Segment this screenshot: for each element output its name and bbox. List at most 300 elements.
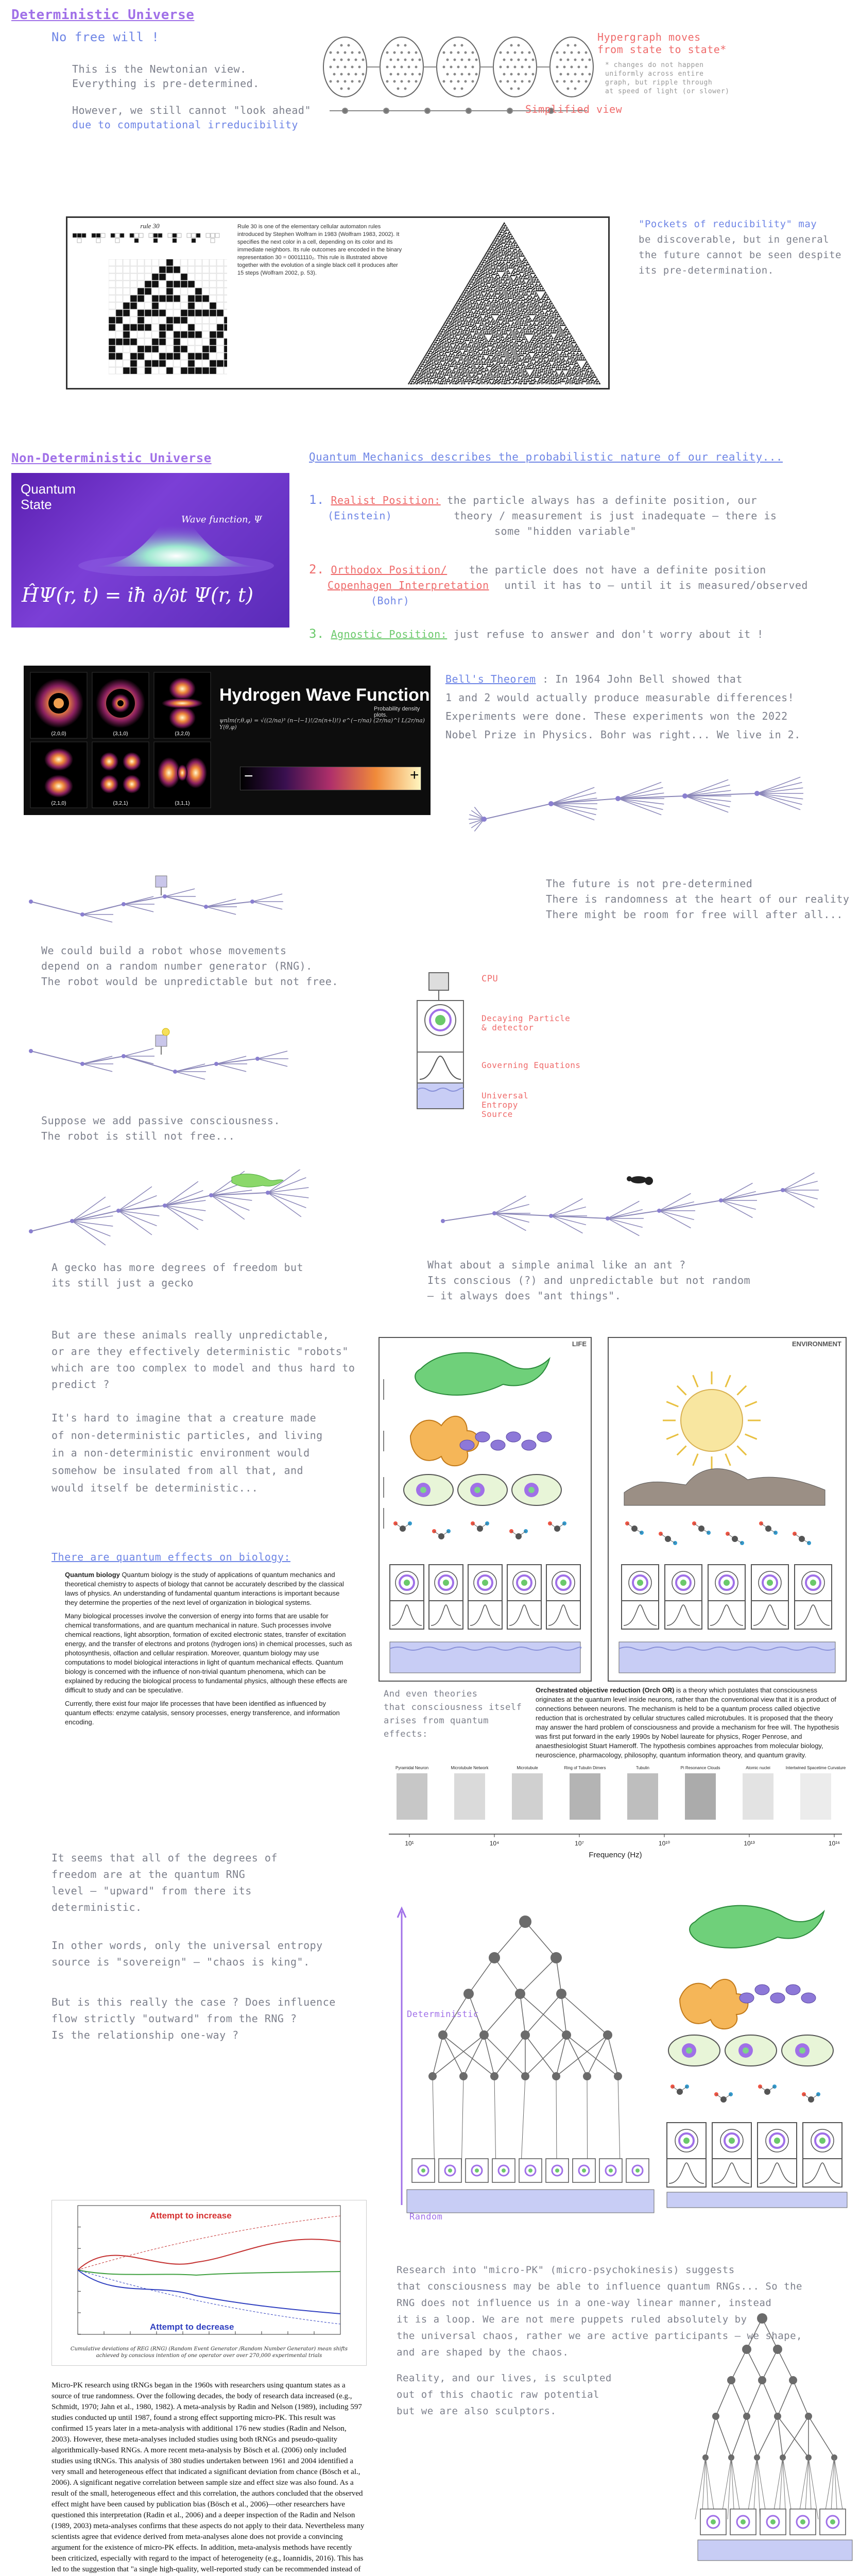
branch-line [659,1211,691,1228]
tree-edge [587,2035,608,2076]
path-node [250,900,254,904]
sun-ray [693,1454,698,1466]
agnostic-position: 3. Agnostic Position: just refuse to answer and don't worry about it ! [309,626,764,641]
chart-title-decrease: Attempt to decrease [150,2322,234,2332]
path-node [255,1057,260,1061]
timeline-segment [484,804,551,819]
path-node [163,1204,167,1208]
tree-node [805,2413,812,2420]
branch-line [551,1216,582,1233]
path-node [80,912,84,917]
sculpted-tree [690,2303,855,2571]
tree-edge [469,1958,494,1994]
protein-chain [739,1993,754,2003]
cpu-entropy-diagram [415,969,476,1118]
branch-line [685,796,730,807]
tree-edge [608,2035,618,2076]
branch-line [494,1196,526,1213]
hydrogen-wave-function-image [24,666,431,815]
branch-line [165,896,195,904]
branch-line [757,793,802,804]
tree-edge [484,1994,520,2035]
consciousness-text: Suppose we add passive consciousness. The robot is still not free... [41,1114,281,1142]
sun-ray [737,1386,746,1395]
tree-edge [494,2035,525,2076]
tree-root [587,2076,588,2169]
deterministic-label: Deterministic [407,2009,479,2020]
branch-line [82,1064,112,1072]
colorbar-minus: − [244,768,253,785]
quantum-biology-excerpt: Quantum biology Quantum biology is the study of applications of quantum mechanics and theoretical chemistry to aspects of biology that cannot be accurately described by the classical laws of physics. An understanding of fundamental quantum interactions is important because they determine the properties of the next level of organization in biological systems. Many biological processes involve the conversion of energy into forms that are usable for chemical transformations, and are quantum mechanical in nature. Such processes involve chemical reactions, light absorption, formation of excited electronic states, transfer of excitation energy, and the transfer of electrons and protons (hydrogen ions) in chemical processes, such as photosynthesis, olfaction and cellular respiration. Moreover, quantum biology may use computations to model biological interactions in light of quantum mechanical effects. Quantum biology is concerned with the influence of non-trivial quantum phenomena, which can be explained by reducing the biological process to fundamental physics, although these effects are difficult to study and can be speculative. Currently, there exist four major life processes that have been identified as influenced by quantum effects: enzyme catalysis, sensory processes, energy transference, and information encoding. [65,1571,352,1726]
entropy-source [390,1642,580,1673]
path-segment [443,1213,494,1221]
branch-line [82,907,112,914]
sun-ray [745,1434,757,1439]
hydrogen-subtitle: Probability density plots. [374,706,420,718]
branch-line [618,799,663,809]
freq-item-image [685,1773,716,1820]
chart-caption: Cumulative deviations of REG (RNG) (Random Event Generator /Random Number Generator) mean shifts achieved by conscious intention of one operator over over 270,000 experimental trials [70,2346,348,2359]
protein-chain [770,1993,785,2003]
environment-panel [608,1337,847,1682]
tree-node [515,1989,525,1999]
branch-line [175,1064,205,1072]
orthodox-position: 2. Orthodox Position/ the particle does not have a definite position Copenhagen Interpretation until it has to — until it is measured/observed (Bohr) [309,562,808,607]
branch-line [124,904,153,912]
title-deterministic: Deterministic Universe [11,7,195,23]
freq-item-image [512,1773,543,1820]
tree-node [773,2345,782,2354]
freq-item-label: Microtubule Network [451,1766,489,1770]
path-segment [206,902,252,907]
path-node [549,1214,553,1218]
title-non-deterministic: Non-Deterministic Universe [11,451,212,465]
quantum-state-label: Quantum State [21,481,76,512]
freq-tick-label: 10¹⁰ [658,1840,670,1847]
tree-node [438,2030,448,2040]
orbital-label: (3,2,1) [113,801,128,806]
path-node [209,1193,213,1197]
path-node [163,894,167,899]
tree-edge [556,2035,566,2076]
tree-edge [762,2349,778,2380]
path-segment [124,896,165,904]
tree-edge [494,1958,520,1994]
branch-line [257,1059,287,1066]
sun-ray [726,1454,731,1466]
subtitle-no-free-will: No free will ! [51,30,160,44]
branch-line [783,1181,818,1190]
branch-line [124,1048,153,1056]
freq-tick-label: 10⁴ [489,1840,500,1847]
protein-chain [475,1432,490,1442]
path-node [204,905,208,909]
tree-edge [525,1994,561,2035]
hypergraph-footnote: * changes do not happen uniformly across entire graph, but ripple through at speed of light (or slower) [605,61,730,95]
tree-edge [566,2035,587,2076]
protein-chain [460,1440,474,1450]
tree-edge [716,2416,731,2458]
tree-edge [809,2416,834,2458]
tree-edge [484,2035,494,2076]
freq-item-label: Atomic nuclei [746,1766,770,1770]
tree-edge [747,2349,762,2380]
particle-detector-label: Decaying Particle & detector [481,1013,571,1032]
path-segment [216,1059,257,1064]
tree-edge [716,2380,731,2416]
path-node [781,1188,785,1192]
tree-edge [561,1994,566,2035]
bound-lower [78,2270,340,2324]
branch-line [124,896,153,904]
orbital-panel [92,742,149,808]
micro-pk-excerpt: Micro-PK research using tRNGs began in the 1960s with researchers using quantum states as a source of true randomness. Over the following decades, the body of research data increased (e.g., Schmidt, 1970; Jahn et al., 1980, 1982). A meta-analysis by Radin and Nelson (1989), including 597 studies conducted up until 1987, found a strong effect supporting micro-PK. This result was confirmed 15 years later in a meta-analysis with additional 176 new studies (Radin and Nelson, 2003). However, these meta-analyses included studies using both tRNGs and pseudo-quality algorithmically-based RNGs. A more recent meta-analysis by Bösch et al. (2006) only included studies using tRNGs. This analysis of 380 studies undertaken between 1961 and 2004 identified a very small and heterogeneous effect that indicated a significant deviation from chance (Bösch et al., 2006). A significant negative correlation between sample size and effect size was also found. As a result of the small, heterogeneous effect and this correlation, the authors concluded that the observed effect might have been caused by publication bias (Bösch et al., 2006)—other researchers have questioned this interpretation (Radin et al., 2006) and a deeper inspection of the Radin and Nelson (1989, 2003) meta-analyses confirms that these aspects do not apply to their data. Nevertheless many scientists agree that evidence derived from meta-analyses alone does not provide a convincing argument for the existence of micro-PK effects. In addition, meta-analysis methods have recently been criticized, especially with regard to the impact of heterogeneity (e.g., Ioannidis, 2016). This has led to the suggestion that "a single high-quality, well-reported study can be recommended instead of [51,2381,365,2573]
simplified-view-label: Simplified view [525,103,623,115]
branch-line [216,1064,246,1072]
freq-item-label: Tubulin [636,1766,649,1770]
path-segment [31,902,82,914]
tree-edge [731,2416,747,2458]
branch-line [494,1213,526,1231]
realist-position: 1. Realist Position: the particle always has a definite position, our (Einstein) theory / measurement is just inadequate — there is some "hidden variable" [309,493,777,537]
branch-line [551,1207,586,1216]
tree-node [551,1952,562,1963]
branch-line [124,1056,153,1064]
tree-root [494,2076,496,2169]
path-segment [31,1051,82,1064]
protein-chain [801,1993,816,2003]
protein-chain [506,1432,521,1442]
branch-line [757,783,802,793]
tree-root [556,2076,557,2169]
ant-text: What about a simple animal like an ant ? Its conscious (?) and unpredictable but not random — it always does "ant things". [427,1259,751,1302]
tree-node [727,2376,735,2384]
freq-item-image [454,1773,485,1820]
orbital-plots [28,670,213,811]
sun-ray [666,1434,678,1439]
sun-ray [737,1446,746,1455]
path-node [266,1191,270,1195]
rule30-panel [66,216,610,389]
tree-edge [731,2380,747,2416]
tree-edge [747,2380,762,2416]
freq-item-label: Pi Resonance Clouds [680,1766,720,1770]
tree-node [757,2313,767,2324]
orbital-label: (3,2,0) [175,731,190,737]
environment-label: ENVIRONMENT [792,1340,841,1348]
path-node [719,1198,723,1202]
tree-node [789,2376,797,2384]
timeline-node [615,796,621,801]
path-node [70,1219,74,1223]
entropy-source-label: Universal Entropy Source [481,1091,529,1119]
tree-node [519,1916,531,1928]
tree-edge [433,2035,443,2076]
ant-path [433,1164,845,1247]
freq-item-image [743,1773,773,1820]
protein-chain [786,1985,800,1995]
random-label: Random [409,2212,443,2222]
freq-tick-label: 10¹³ [744,1840,755,1847]
cpu-label: CPU [481,974,498,984]
sun-ray [745,1402,757,1407]
path-segment [82,1056,124,1064]
path-node [492,1211,496,1215]
branch-line [608,1218,639,1236]
tree-edge [520,1994,525,2035]
robot-icon [156,876,167,887]
frequency-scale-figure [379,1762,852,1865]
lightbulb-icon [162,1028,169,1036]
entropy-source [619,1642,835,1673]
path-node [657,1209,661,1213]
orbital-label: (3,1,1) [175,801,190,806]
branch-line [165,889,195,896]
sculpt-text: Reality, and our lives, is sculpted out of this chaotic raw potential but we are also sculptors. [397,2372,612,2417]
tree-edge [494,1922,525,1958]
hypergraph-note: Hypergraph moves from state to state* [597,31,727,56]
governing-equations-label: Governing Equations [481,1060,581,1070]
tree-edge [525,2035,566,2076]
tree-edge [793,2380,809,2416]
conscious-robot-path [21,1023,391,1100]
tree-node [774,2413,781,2420]
branch-line [82,914,112,922]
branch-line [551,1198,582,1216]
orch-side-text: And even theories that consciousness itself arises from quantum effects: [384,1689,522,1739]
tree-edge [484,2035,525,2076]
protein-chain [491,1440,505,1450]
branch-line [783,1173,814,1190]
branch-line [494,1205,529,1213]
protein-chain [755,1985,769,1995]
hydrogen-title: Hydrogen Wave Function [219,685,430,705]
tree-node [479,2030,489,2040]
bells-theorem: Bell's Theorem : In 1964 John Bell showed that 1 and 2 would actually produce measurable differences! Experiments were done. These experiments won the 2022 Nobel Prize in Physics. Bohr was right... We live in 2. [445,673,801,741]
tree-edge [561,1994,608,2035]
path-node [441,1219,445,1223]
gecko-path [21,1170,391,1257]
tree-edge [433,2035,484,2076]
orch-or-excerpt: Orchestrated objective reduction (Orch OR) is a theory which postulates that consciousness originates at the quantum level inside neurons, rather than the conventional view that it is a product of connections between neurons. The mechanism is held to be a quantum process called objective reduction that is orchestrated by cellular structures called microtubules. It is proposed that the theory may answer the hard problem of consciousness and provide a mechanism for free will. The hypothesis was first put forward in the early 1990s by Nobel laureate for physics, Roger Penrose, and anaesthesiologist Stuart Hameroff. The hypothesis combines approaches from molecular biology, neuroscience, pharmacology, philosophy, quantum information theory, and quantum gravity. [536,1686,839,1759]
tree-edge [747,2416,757,2458]
rule30-caption: Rule 30 is one of the elementary cellular automaton rules introduced by Stephen Wolfram in 1983 (Wolfram 1983, 2002). It specifies the next color in a cell, depending on its color and its immediate neighbors. Its rule outcomes are encoded in the binary representation 30 = 00011110₂. This rule is illustrated above together with the evolution of a single black cell it produces after 15 steps (Wolfram 2002, p. 53). [237,224,402,276]
tree-node [712,2413,719,2420]
freq-item-label: Pyramidal Neuron [395,1766,429,1770]
freq-item-label: Ring of Tubulin Dimers [564,1766,606,1770]
entropy-source [407,2190,654,2213]
robot-path [21,866,391,948]
branch-line [551,804,596,815]
freq-tick-label: 10⁷ [575,1840,584,1847]
timeline-node [548,801,554,806]
tree-edge [706,2416,716,2458]
really-text: But is this really the case ? Does influence flow strictly "outward" from the RNG ? Is the relationship one-way ? [51,1996,336,2041]
irreducibility-text: However, we still cannot "look ahead" due to computational irreducibility [72,104,312,131]
sun-ray [677,1386,686,1395]
sovereign-text: In other words, only the universal entropy source is "sovereign" — "chaos is king". [51,1939,323,1968]
freq-axis-title: Frequency (Hz) [589,1851,642,1859]
path-node [29,1049,33,1053]
tree-edge [762,2380,778,2416]
tree-edge [525,1922,556,1958]
path-node [122,902,126,906]
freq-tick-label: 10¹⁶ [828,1840,840,1847]
density-colorbar [240,767,421,790]
sun-ray [726,1375,731,1387]
tree-edge [747,2318,762,2349]
path-node [122,1054,126,1058]
rule30-large-pattern [407,222,603,384]
tree-edge [778,2380,793,2416]
path-node [80,1062,84,1066]
schrodinger-equation: ĤΨ(r, t) = iħ ∂/∂t Ψ(r, t) [22,584,254,606]
pockets-text: "Pockets of reducibility" may be discoverable, but in general the future cannot be seen despite its pre-determination. [639,218,841,276]
path-node [606,1216,610,1221]
environment-illustration [609,1338,846,1681]
branch-line [252,894,282,902]
rule30-title: rule 30 [140,222,160,230]
branch-line [252,902,282,909]
branch-line [175,1072,205,1079]
tree-node [489,1952,500,1963]
entropy-source [698,2540,852,2561]
protein-chain [522,1440,536,1450]
life-label: LIFE [572,1340,587,1348]
life-scale-stack [659,1901,850,2210]
newtonian-text: This is the Newtonian view. Everything is pre-determined. [72,63,260,90]
branch-line [608,1218,643,1227]
life-panel [379,1337,592,1682]
branch-line [783,1190,818,1199]
tree-root [433,2076,435,2169]
branch-line [82,1056,112,1064]
timeline-node [481,817,487,822]
tree-edge [443,2035,463,2076]
tree-edge [556,2035,608,2076]
gecko-drawing [415,1353,549,1395]
sun-ray [693,1375,698,1387]
tree-node [758,2376,766,2384]
wave-function-label: Wave function, Ψ [181,514,262,525]
freq-item-image [397,1773,427,1820]
path-node [29,900,33,904]
entropy-source [667,2192,847,2208]
path-node [29,1229,33,1233]
sun-ray [666,1402,678,1407]
rule30-rule-icons [73,232,227,253]
tree-node [556,1989,566,1999]
path-node [214,1062,218,1066]
freq-item-image [570,1773,600,1820]
tree-edge [757,2416,778,2458]
branch-line [721,1200,756,1209]
micro-pk-chart [51,2200,367,2366]
tree-edge [566,2035,618,2076]
rule30-pattern [109,259,227,383]
tree-edge [783,2416,809,2458]
tree-node [742,2345,751,2354]
series-baseline [78,2270,340,2275]
sun-ray [677,1446,686,1455]
sun-drawing [681,1389,743,1451]
tree-edge [778,2349,793,2380]
path-segment [175,1064,216,1072]
orbital-label: (2,1,0) [51,801,66,806]
tree-edge [463,2035,484,2076]
tree-root [521,2076,525,2169]
gecko-drawing [690,1906,824,1948]
conscious-robot-icon [156,1035,167,1046]
qm-intro: Quantum Mechanics describes the probabilistic nature of our reality... [309,451,783,463]
tree-edge [731,2349,747,2380]
neuron-drawing [680,1979,748,2029]
hydrogen-formula: ψnlm(r,θ,φ) = √((2/na)³ (n−l−1)!/2n(n+l)!) e^(−r/na) (2r/na)^l L(2r/na) Y(θ,φ) [219,717,425,731]
ant-icon [630,1176,647,1183]
tree-edge [762,2318,778,2349]
tree-node [463,1989,474,1999]
hard-to-imagine-text: It's hard to imagine that a creature made of non-deterministic particles, and living in a non-deterministic environment would somehow be insulated from all that, and would itself be deterministic... [51,1412,323,1494]
path-node [116,1209,121,1213]
tree-node [562,2030,571,2040]
tree-edge [443,2035,494,2076]
series-increase [78,2239,340,2270]
timeline-node [754,791,760,796]
rng-text: It seems that all of the degrees of freedom are at the quantum RNG level — "upward" from there its deterministic. [51,1852,278,1913]
path-node [173,1070,177,1074]
freq-tick-label: 10¹ [405,1840,414,1847]
tree-root [461,2076,463,2169]
life-illustration [380,1338,591,1681]
quantum-effects-heading: There are quantum effects on biology: [51,1551,291,1563]
future-text: The future is not pre-determined There is randomness at the heart of our reality There might be room for free will after all... [546,877,850,921]
tree-edge [520,1958,556,1994]
tree-root [618,2076,620,2169]
freq-item-image [627,1773,658,1820]
freq-item-image [800,1773,831,1820]
colorbar-plus: + [410,767,419,784]
deterministic-random-tree [391,1901,659,2221]
research-text: Research into "micro-PK" (micro-psychokinesis) suggests that consciousness may be able to influence quantum RNGs... So the RNG does not influence us in a one-way linear manner, instead it is a loop. We are not mere puppets ruled absolutely by the universal chaos, rather we are active participants — we shape, and are shaped by the chaos. [397,2264,802,2358]
quantum-state-image [11,473,289,628]
tree-node [521,2030,530,2040]
branch-line [659,1211,694,1219]
orbital-label: (3,1,0) [113,731,128,737]
bound-upper [78,2216,340,2270]
protein-chain [537,1432,552,1442]
branch-line [206,907,236,914]
branch-line [257,1051,287,1059]
gecko-icon [232,1174,283,1187]
robot-text: We could build a robot whose movements depend on a random number generator (RNG). The robot would be unpredictable but not free. [41,944,338,988]
branch-line [721,1200,752,1218]
orbital-label: (2,0,0) [51,731,66,737]
tree-node [743,2413,750,2420]
gecko-text: A gecko has more degrees of freedom but its still just a gecko [51,1261,304,1289]
freq-item-label: Microtubule [517,1766,538,1770]
chart-frame [78,2206,340,2334]
landscape-drawing [624,1469,825,1505]
chart-title-increase: Attempt to increase [150,2211,232,2221]
path-segment [31,1221,72,1231]
series-decrease [78,2270,340,2314]
timeline-node [682,793,687,799]
branch-line [783,1190,814,1208]
tree-edge [525,2035,556,2076]
branch-line [216,1056,246,1064]
tree-node [603,2030,612,2040]
freq-item-label: Intertwined Spacetime Curvature [785,1766,846,1770]
